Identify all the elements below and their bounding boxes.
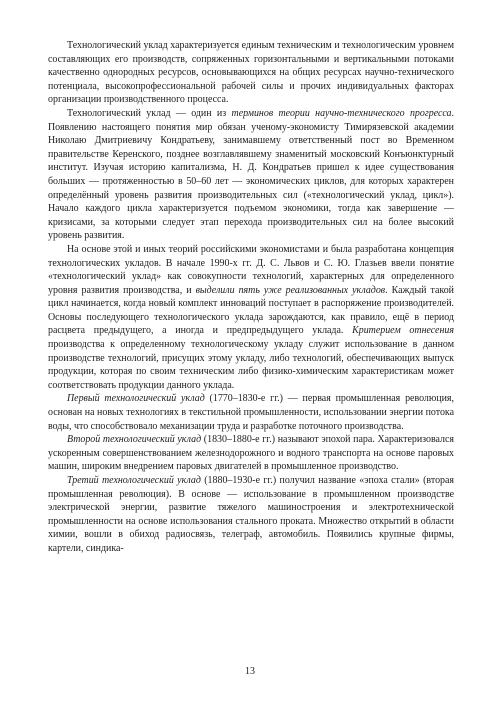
page-number: 13 [245,666,255,677]
paragraph-1 [48,39,454,107]
paragraph-3 [48,243,454,393]
paragraph-6 [48,474,454,556]
text-run: (1770–1830-е гг.) — первая промышленная революция, основан на новых технологиях в текстильной промышленности, использовании энергии потока воды, что способствовало механизации труда и разработке поточного производства. [48,393,454,432]
italic-term: терминов теории научно-технического прогресса [231,107,452,119]
italic-term: выделили пять уже реализованных укладов [195,284,386,296]
paragraph-4 [48,392,454,433]
body-text [48,39,454,556]
text-run: (1880–1930-е гг.) получил название «эпоха стали» (вторая промышленная революция). В основе — использование в промышленном производстве электрической энергии, развитие тяжелого машиностроения и электротехнической промышленности на основе использования стального проката. Множество открытий в области химии, вошли в обиход радиосвязь, телеграф, автомобиль. Появились крупные фирмы, картели, синдика- [48,475,454,554]
text-run: производства к определенному технологическому укладу служит использование в данном производстве технологий, присущих этому укладу, либо технологий, обеспечивающих выпуск продукции, которая по своим техническим либо физико-химическим характеристикам может соответствовать продукции данного уклада. [48,339,454,391]
paragraph-5 [48,433,454,474]
text-run: Технологический уклад — один из [67,107,232,119]
italic-term: Критерием отнесения [352,325,454,337]
paragraph-2 [48,107,454,243]
italic-term: Третий технологический уклад [67,475,201,486]
italic-term: Первый технологический уклад [67,393,205,405]
text-run: На основе этой и иных теорий российскими экономистами и была разработана концепция технологических укладов. В начале 1990-х гг. Д. С. Львов и С. Ю. Глазьев ввели понятие «технологический уклад» как совокупности технологий, характерных для определенного уровня развития производства, и [48,243,454,296]
text-run: Технологический уклад характеризуется единым техническим и технологическим уровнем составляющих его производств, сопряженных горизонтальными и вертикальными потоками качественно однородных ресурсов, основывающихся на общих ресурсах научно-технического потенциала, высокопрофессиональной рабочей силы и прочих индивидуальных факторах организации производственного процесса. [48,40,454,106]
italic-term: Второй технологический уклад [67,434,202,446]
text-run: . Каждый такой цикл начинается, когда новый комплект инноваций поступает в распоряжение производителей. Основы последующего технологического уклада зарождаются, как правило, ещё в период расцвета предыдущего, а иногда и предпредыдущего уклада. [48,284,454,337]
text-run: (1830–1880-е гг.) называют эпохой пара. Характеризовался ускоренным совершенствованием железнодорожного и водного транспорта на основе паровых машин, широким внедрением паровых двигателей в промышленное производство. [48,434,454,473]
text-run: . Появлению настоящего понятия мир обязан ученому-экономисту Тимирязевской академии Николаю Дмитриевичу Кондратьеву, занимавшему ответственный пост во Временном правительстве Керенского, позднее возглавлявшему знаменитый московский Конъюнктурный институт. Изучая историю капитализма, Н. Д. Кондратьев пришел к идее существования больших — протяженностью в 50–60 лет — экономических циклов, для которых характерен определённый уровень развития производительных сил («технологический уклад, цикл»). Начало каждого цикла характеризуется подъемом экономики, тогда как завершение — кризисами, за которыми следует этап перехода производительных сил на более высокий уровень развития. [48,107,455,242]
